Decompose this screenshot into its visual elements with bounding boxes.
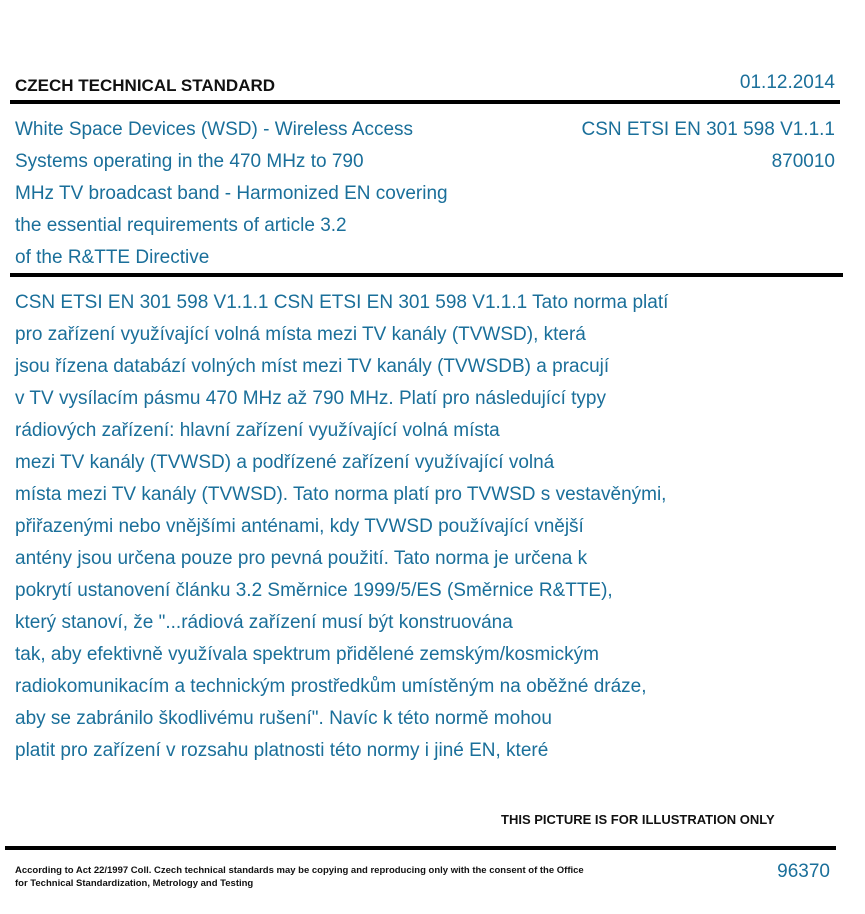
- title-line: of the R&TTE Directive: [15, 247, 210, 268]
- abstract-line: který stanoví, že "...rádiová zařízení musí být konstruována: [15, 612, 513, 633]
- abstract-line: radiokomunikacím a technickým prostředkům umístěným na oběžné dráze,: [15, 676, 647, 697]
- standard-identifier: [582, 114, 835, 178]
- title-line: MHz TV broadcast band - Harmonized EN covering: [15, 183, 448, 204]
- abstract-line: CSN ETSI EN 301 598 V1.1.1 CSN ETSI EN 301 598 V1.1.1 Tato norma platí: [15, 292, 669, 313]
- abstract-line: antény jsou určena pouze pro pevná použití. Tato norma je určena k: [15, 548, 588, 569]
- abstract-line: místa mezi TV kanály (TVWSD). Tato norma platí pro TVWSD s vestavěnými,: [15, 484, 667, 505]
- title-line: White Space Devices (WSD) - Wireless Access: [15, 119, 414, 140]
- header-divider: [10, 100, 840, 104]
- title-line: the essential requirements of article 3.2: [15, 215, 347, 236]
- abstract-line: přiřazenými nebo vnějšími anténami, kdy TVWSD používající vnější: [15, 516, 584, 537]
- abstract-line: pro zařízení využívající volná místa mezi TV kanály (TVWSD), která: [15, 324, 586, 345]
- title-line: Systems operating in the 470 MHz to 790: [15, 151, 364, 172]
- title-divider: [10, 273, 843, 277]
- abstract-line: mezi TV kanály (TVWSD) a podřízené zařízení využívající volná: [15, 452, 555, 473]
- abstract-line: pokrytí ustanovení článku 3.2 Směrnice 1999/5/ES (Směrnice R&TTE),: [15, 580, 613, 601]
- abstract-line: rádiových zařízení: hlavní zařízení využívající volná místa: [15, 420, 500, 441]
- standard-abstract: [15, 287, 805, 767]
- illustration-disclaimer: THIS PICTURE IS FOR ILLUSTRATION ONLY: [501, 812, 775, 827]
- publication-date: 01.12.2014: [739, 72, 835, 93]
- document-type-label: CZECH TECHNICAL STANDARD: [15, 76, 276, 95]
- standard-title: [15, 114, 515, 274]
- abstract-line: platit pro zařízení v rozsahu platnosti této normy i jiné EN, které: [15, 740, 549, 761]
- abstract-line: tak, aby efektivně využívala spektrum přidělené zemským/kosmickým: [15, 644, 599, 665]
- footer-divider: [5, 846, 836, 850]
- legal-notice: [15, 864, 595, 890]
- abstract-line: aby se zabránilo škodlivému rušení". Navíc k této normě mohou: [15, 708, 552, 729]
- legal-notice-line: According to Act 22/1997 Coll. Czech technical standards may be copying and reproducing only with the consent of the Office: [15, 865, 584, 876]
- standard-code: CSN ETSI EN 301 598 V1.1.1: [581, 119, 835, 140]
- classification-number: 870010: [771, 151, 835, 172]
- legal-notice-line: for Technical Standardization, Metrology and Testing: [15, 878, 254, 889]
- abstract-line: jsou řízena databází volných míst mezi TV kanály (TVWSDB) a pracují: [15, 356, 610, 377]
- abstract-line: v TV vysílacím pásmu 470 MHz až 790 MHz. Platí pro následující typy: [15, 388, 606, 409]
- catalog-number: 96370: [777, 861, 830, 882]
